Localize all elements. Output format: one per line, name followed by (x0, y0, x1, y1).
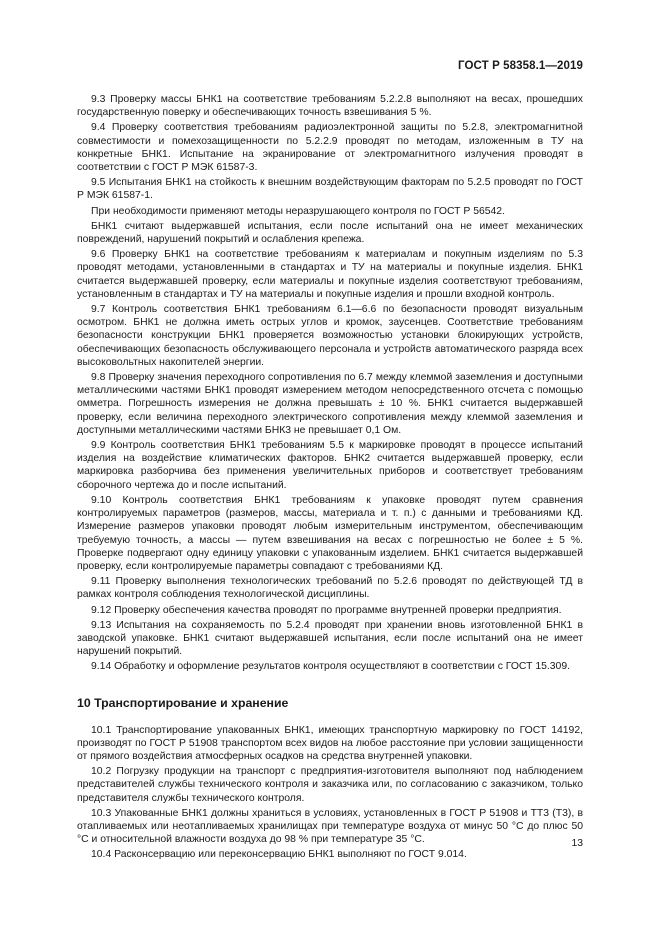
paragraph-9-7: 9.7 Контроль соответствия БНК1 требованиям 6.1—6.6 по безопасности проводят визуальным осмотром. БНК1 не должна иметь острых углов и кромок, заусенцев. Соответствие требованиям безопасности конструкции БНК1 проверяется возможностью установки блокирующих устройств, обеспечивающих безопасность обслуживающего персонала и устройств автоматического разряда всех высоковольтных накопителей энергии. (77, 304, 583, 368)
paragraph-9-11: 9.11 Проверку выполнения технологических требований по 5.2.6 проводят по действующей ТД в рамках контроля соблюдения технологической дисциплины. (77, 576, 583, 601)
paragraph-10-2: 10.2 Погрузку продукции на транспорт с предприятия-изготовителя выполняют под наблюдением представителей службы технического контроля и заказчика или, по согласованию с заказчиком, только представителя службы технического контроля. (77, 766, 583, 804)
paragraph-9-6: 9.6 Проверку БНК1 на соответствие требованиям к материалам и покупным изделиям по 5.3 проводят методами, установленными в стандартах и ТУ на материалы и покупные изделия. БНК1 считается выдержавшей проверку, если материалы и покупные изделия соответствуют требованиям, установленным в стандартах и ТУ на материалы и покупные изделия и прошли входной контроль. (77, 249, 583, 300)
paragraph-9-12: 9.12 Проверку обеспечения качества проводят по программе внутренней проверки предприятия. (91, 604, 562, 616)
page-number: 13 (571, 838, 583, 849)
paragraph-9-5: 9.5 Испытания БНК1 на стойкость к внешним воздействующим факторам по 5.2.5 проводят по ГОСТ Р МЭК 61587-1. (77, 177, 583, 202)
paragraph-9-13: 9.13 Испытания на сохраняемость по 5.2.4 проводят при хранении вновь изготовленной БНК1 в заводской упаковке. БНК1 считают выдержавшей испытания, если после испытаний она не имеет нарушений покрытий. (77, 619, 583, 658)
paragraph-9-4: 9.4 Проверку соответствия требованиям радиоэлектронной защиты по 5.2.8, электромагнитной совместимости и помехозащищенности по 5.2.2.9 проводят по методам, изложенным в ТУ на конкретные БНК1. Испытание на экранирование от электромагнитного излучения проводят в соответствии с ГОСТ Р МЭК 61587-3. (77, 122, 583, 174)
paragraph-9-5-criteria: БНК1 считают выдержавшей испытания, если после испытаний она не имеет механических повреждений, нарушений покрытий и ослабления крепежа. (77, 220, 583, 246)
paragraph-9-5-note: При необходимости применяют методы неразрушающего контроля по ГОСТ Р 56542. (91, 205, 505, 217)
paragraph-10-1: 10.1 Транспортирование упакованных БНК1, имеющих транспортную маркировку по ГОСТ 14192, производят по ГОСТ Р 51908 транспортом всех видов на любое расстояние при условии защищенности от прямого воздействия атмосферных осадков на средства внутренней упаковки. (77, 724, 583, 762)
paragraph-9-14: 9.14 Обработку и оформление результатов контроля осуществляют в соответствии с ГОСТ 15.309. (91, 661, 570, 673)
paragraph-10-4: 10.4 Расконсервацию или переконсервацию БНК1 выполняют по ГОСТ 9.014. (91, 849, 467, 861)
paragraph-10-3: 10.3 Упакованные БНК1 должны храниться в условиях, установленных в ГОСТ Р 51908 и ТТ3 (Т3), в отапливаемых или неотапливаемых хранилищах при температуре воздуха от минус 50 °С до плюс 50 °С и относительной влажности воздуха до 98 % при температуре 35 °С. (77, 807, 583, 846)
page-content (77, 93, 583, 864)
document-header: ГОСТ Р 58358.1—2019 (458, 60, 583, 72)
paragraph-9-3: 9.3 Проверку массы БНК1 на соответствие требованиям 5.2.2.8 выполняют на весах, прошедших государственную поверку и обеспечивающих точность взвешивания 5 %. (77, 94, 583, 119)
section-title: 10 Транспортирование и хранение (77, 695, 289, 710)
paragraph-9-10: 9.10 Контроль соответствия БНК1 требованиям к упаковке проводят путем сравнения контролируемых параметров (размеров, массы, материала и т. п.) с данными и требованиями КД. Измерение размеров упаковки проводят любым измерительным инструментом, обеспечивающим требуемую точность, а массы — путем взвешивания на весах с погрешностью не более ± 5 %. Проверке подвергают одну единицу упаковки с упакованным изделием. БНК1 считается выдержавшей проверку, если контролируемые параметры совпадают с требованиями КД. (77, 494, 583, 572)
paragraph-9-8: 9.8 Проверку значения переходного сопротивления по 6.7 между клеммой заземления и доступными металлическими частями БНК1 проводят измерением методом непосредственного отсчета с помощью омметра. Погрешность измерения не должна превышать ± 10 %. БНК1 считается выдержавшей проверку, если величина переходного электрического сопротивления между клеммой заземления и доступными металлическими частями БНК3 не превышает 0,1 Ом. (77, 372, 583, 436)
paragraph-9-9: 9.9 Контроль соответствия БНК1 требованиям 5.5 к маркировке проводят в процессе испытаний изделия на воздействие климатических факторов. БНК2 считается выдержавшей проверку, если маркировка разборчива без применения увеличительных приборов и соответствует требованиям сборочного чертежа до и после испытаний. (77, 440, 583, 491)
